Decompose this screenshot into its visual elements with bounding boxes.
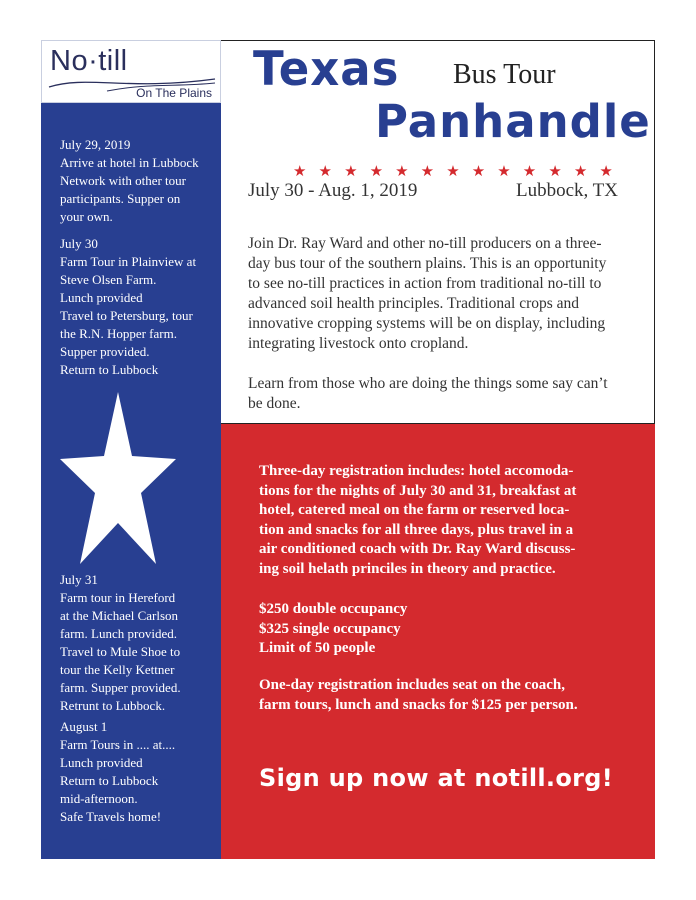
registration-line: tions for the nights of July 30 and 31, breakfast at bbox=[259, 482, 577, 499]
schedule-line: July 30 bbox=[60, 236, 98, 251]
schedule-line: Steve Olsen Farm. bbox=[60, 272, 157, 287]
schedule-line: the R.N. Hopper farm. bbox=[60, 326, 177, 341]
price-double: $250 double occupancy bbox=[259, 601, 408, 617]
schedule-line: Safe Travels home! bbox=[60, 809, 162, 824]
signup-call-to-action[interactable]: Sign up now at notill.org! bbox=[259, 764, 613, 792]
red-star-icon: ★ bbox=[369, 162, 384, 180]
schedule-line: Return to Lubbock bbox=[60, 773, 159, 788]
schedule-line: July 29, 2019 bbox=[60, 137, 131, 152]
registration-line: tion and snacks for all three days, plus travel in a bbox=[259, 521, 574, 538]
red-star-icon: ★ bbox=[344, 162, 358, 180]
schedule-line: August 1 bbox=[60, 719, 108, 734]
intro-paragraph: Join Dr. Ray Ward and other no-till producers on a three-day bus tour of the southern plains. This is an opportunity to see no-till practices in action from traditional no-till to advanced soil health principles. Traditional crops and innovative cropping systems will be on display, including integrating livestock onto cropland. bbox=[248, 235, 607, 352]
title-panhandle: Panhandle bbox=[375, 95, 651, 148]
intro-text bbox=[248, 234, 620, 414]
logo-name: No·till bbox=[50, 45, 128, 77]
schedule-line: your own. bbox=[60, 209, 113, 224]
schedule-line: Return to Lubbock bbox=[60, 362, 159, 377]
title-texas: Texas bbox=[253, 40, 400, 97]
schedule-line: participants. Supper on bbox=[60, 191, 181, 206]
registration-line: Three-day registration includes: hotel accomoda- bbox=[259, 463, 574, 479]
schedule-july-29 bbox=[60, 136, 215, 226]
schedule-line: Arrive at hotel in Lubbock bbox=[60, 155, 199, 170]
schedule-line: Retrunt to Lubbock. bbox=[60, 698, 166, 713]
one-day-registration bbox=[259, 676, 599, 715]
red-star-icon: ★ bbox=[573, 162, 588, 180]
texas-star-icon bbox=[60, 392, 176, 564]
schedule-line: farm. Lunch provided. bbox=[60, 626, 177, 641]
registration-line: ing soil helath princiles in theory and practice. bbox=[259, 560, 556, 577]
red-star-icon: ★ bbox=[548, 162, 562, 180]
price-single: $325 single occupancy bbox=[259, 620, 401, 637]
schedule-line: at the Michael Carlson bbox=[60, 608, 179, 623]
registration-line: air conditioned coach with Dr. Ray Ward discuss- bbox=[259, 541, 576, 557]
schedule-line: mid-afternoon. bbox=[60, 791, 138, 806]
registration-line: farm tours, lunch and snacks for $125 per person. bbox=[259, 696, 578, 713]
schedule-line: Lunch provided bbox=[60, 755, 143, 770]
schedule-line: Farm tour in Hereford bbox=[60, 590, 176, 605]
red-star-icon: ★ bbox=[471, 162, 486, 180]
three-day-registration bbox=[259, 462, 599, 579]
logo-tagline: On The Plains bbox=[136, 86, 212, 100]
schedule-line: Lunch provided bbox=[60, 290, 143, 305]
schedule-august-1 bbox=[60, 718, 215, 826]
red-star-icon: ★ bbox=[599, 162, 613, 180]
schedule-line: July 31 bbox=[60, 572, 98, 587]
registration-line: One-day registration includes seat on the coach, bbox=[259, 677, 565, 693]
red-star-icon: ★ bbox=[497, 162, 511, 180]
star-divider bbox=[293, 163, 613, 179]
schedule-line: farm. Supper provided. bbox=[60, 680, 181, 695]
logo bbox=[41, 40, 221, 103]
capacity-limit: Limit of 50 people bbox=[259, 640, 376, 656]
schedule-july-31 bbox=[60, 571, 215, 715]
schedule-line: tour the Kelly Kettner bbox=[60, 662, 175, 677]
tour-dates: July 30 - Aug. 1, 2019 bbox=[248, 180, 418, 201]
pricing bbox=[259, 600, 599, 659]
registration-line: hotel, catered meal on the farm or reserved loca- bbox=[259, 502, 570, 518]
red-star-icon: ★ bbox=[395, 162, 409, 180]
red-star-icon: ★ bbox=[293, 162, 307, 180]
schedule-line: Farm Tour in Plainview at bbox=[60, 254, 197, 269]
schedule-line: Network with other tour bbox=[60, 173, 187, 188]
red-star-icon: ★ bbox=[522, 162, 537, 180]
schedule-line: Supper provided. bbox=[60, 344, 150, 359]
schedule-line: Travel to Mule Shoe to bbox=[60, 644, 181, 659]
schedule-line: Travel to Petersburg, tour bbox=[60, 308, 193, 323]
red-star-icon: ★ bbox=[318, 162, 332, 180]
red-star-icon: ★ bbox=[446, 162, 460, 180]
schedule-july-30 bbox=[60, 235, 215, 379]
red-star-icon: ★ bbox=[420, 162, 435, 180]
title-bus-tour: Bus Tour bbox=[453, 59, 556, 90]
tour-location: Lubbock, TX bbox=[515, 180, 618, 201]
schedule-line: Farm Tours in .... at.... bbox=[60, 737, 176, 752]
intro-paragraph: Learn from those who are doing the things some say can’t be done. bbox=[248, 375, 608, 412]
